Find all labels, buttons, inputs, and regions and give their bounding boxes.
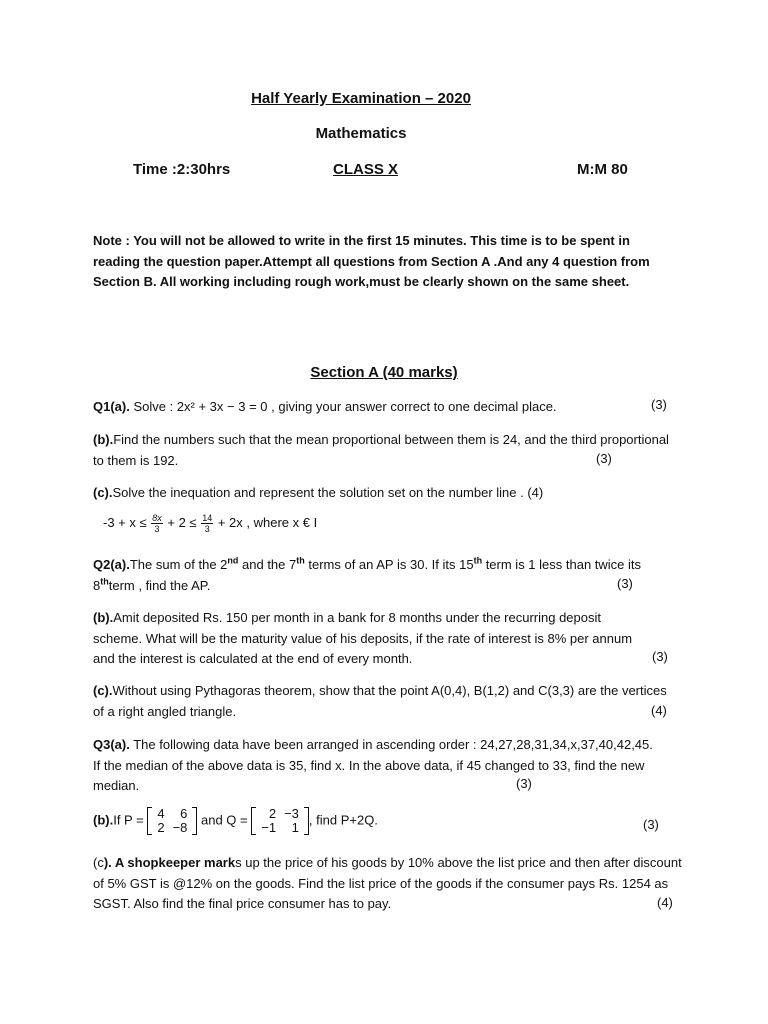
matrix-cell: −3 — [284, 806, 299, 821]
question-text: If P = — [113, 812, 144, 828]
marks-q3b: (3) — [643, 817, 659, 832]
marks-q3c: (4) — [657, 895, 673, 910]
ordinal-suffix: th — [473, 555, 483, 566]
inequation-end: + 2x , where x € I — [217, 514, 318, 530]
marks-q2b: (3) — [652, 649, 668, 664]
matrix-cell: 1 — [291, 820, 299, 835]
question-q1b — [93, 430, 673, 471]
question-q2a — [93, 555, 675, 596]
question-q2b — [93, 608, 653, 670]
instructions-note: Note : You will not be allowed to write in the first 15 minutes. This time is to be spent in reading the question paper.Attempt all questions from Section A .And any 4 question from Section B. All working including rough work,must be clearly shown on the same sheet. — [93, 233, 650, 289]
question-text: , find P+2Q. — [308, 812, 378, 828]
ordinal-suffix: th — [100, 576, 109, 587]
marks-q3a: (3) — [516, 776, 532, 791]
question-label: (b). — [93, 432, 114, 447]
fraction-numerator: 8x — [152, 513, 162, 523]
question-label: (b). — [93, 812, 114, 828]
fraction-numerator: 14 — [202, 513, 213, 523]
question-text: Solve : 2x² + 3x − 3 = 0 , giving your answer correct to one decimal place. — [129, 399, 557, 414]
question-q1a — [93, 397, 683, 418]
question-label: Q2(a). — [93, 557, 130, 572]
fraction-denominator: 3 — [154, 524, 160, 534]
question-text: and the 7 — [238, 557, 297, 572]
question-text: term , find the AP. — [108, 577, 211, 593]
question-label: Q1(a). — [93, 399, 130, 414]
marks-q1a: (3) — [651, 397, 667, 412]
matrix-cell: 6 — [180, 806, 188, 821]
fraction — [201, 513, 213, 534]
question-text: The following data have been arranged in ascending order : 24,27,28,31,34,x,37,40,42,45. If the median of the above data is 35, find x. In the above data, if 45 changed to 33, find the new median. — [93, 737, 653, 793]
exam-title: Half Yearly Examination – 2020 — [251, 90, 471, 107]
matrix-p — [147, 807, 197, 835]
question-text: and Q = — [197, 812, 248, 828]
question-q3b — [93, 807, 378, 835]
question-text: Without using Pythagoras theorem, show that the point A(0,4), B(1,2) and C(3,3) are the vertices of a right angled triangle. — [93, 683, 667, 719]
matrix-cell: −1 — [261, 820, 277, 835]
ordinal-suffix: nd — [227, 555, 239, 566]
question-label: Q3(a). — [93, 737, 130, 752]
matrix-cell: −8 — [172, 820, 188, 835]
subject-title: Mathematics — [315, 125, 407, 142]
marks-q1b: (3) — [596, 451, 612, 466]
question-text: Amit deposited Rs. 150 per month in a bank for 8 months under the recurring deposit scheme. What will be the maturity value of his deposits, if the rate of interest is 8% per annum and the interest is calculated at the end of every month. — [93, 610, 633, 666]
ordinal-suffix: th — [296, 555, 305, 566]
question-q1c — [93, 483, 683, 504]
fraction-denominator: 3 — [204, 524, 210, 534]
inequation — [103, 513, 317, 534]
question-text: The sum of the 2 — [129, 557, 228, 572]
question-text: Find the numbers such that the mean proportional between them is 24, and the third proportional to them is 192. — [93, 432, 669, 468]
question-q3a — [93, 735, 653, 797]
section-a-title: Section A (40 marks) — [310, 364, 458, 381]
matrix-q — [251, 807, 309, 835]
question-q3c — [93, 853, 683, 915]
class-label: CLASS X — [333, 161, 399, 178]
matrix-cell: 2 — [268, 806, 277, 821]
marks-q2c: (4) — [651, 703, 667, 718]
time-label: Time :2:30hrs — [133, 161, 231, 178]
question-q2c — [93, 681, 675, 722]
marks-q2a: (3) — [617, 576, 633, 591]
question-text: s up the price of his goods by 10% above the list price and then after discount of 5% GST is @12% on the goods. Find the list price of the goods if the consumer pays Rs. 1254 as SGST. Also find the final price consumer has to pay. — [93, 855, 682, 911]
max-marks-label: M:M 80 — [577, 161, 628, 178]
question-text: terms of an AP is 30. If its 15 — [304, 557, 474, 572]
fraction — [151, 513, 163, 534]
inequation-start: -3 + x ≤ — [103, 514, 147, 530]
question-text: term is 1 less than twice its 8 — [93, 557, 642, 593]
question-label: (b). — [93, 610, 114, 625]
question-label: (c). — [93, 485, 113, 500]
inequation-mid: + 2 ≤ — [167, 514, 197, 530]
matrix-cell: 4 — [157, 806, 165, 821]
matrix-cell: 2 — [157, 820, 165, 835]
question-text-bold: ). A shopkeeper mark — [103, 855, 236, 870]
question-label: (c — [93, 855, 104, 870]
question-label: (c). — [93, 683, 113, 698]
question-text: Solve the inequation and represent the solution set on the number line . (4) — [112, 485, 544, 500]
